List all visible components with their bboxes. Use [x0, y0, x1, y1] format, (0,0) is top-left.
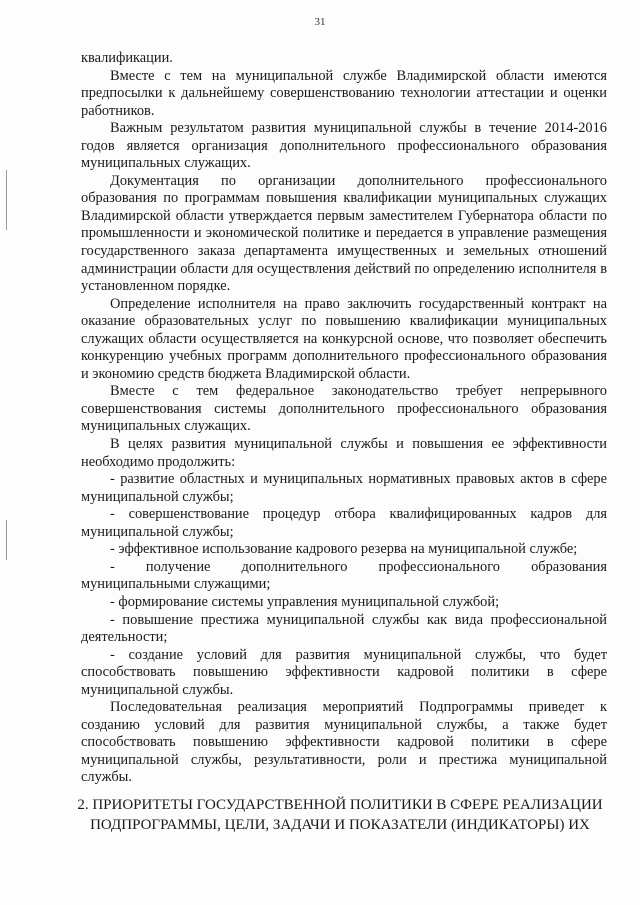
paragraph: Вместе с тем на муниципальной службе Владимирской области имеются предпосылки к дальнейшему совершенствованию технологии аттестации и оценки работников. — [81, 67, 607, 119]
paragraph: - развитие областных и муниципальных нормативных правовых актов в сфере муниципальной службы; — [81, 471, 607, 505]
paragraph: - совершенствование процедур отбора квалифицированных кадров для муниципальной службы; — [81, 506, 607, 540]
section-heading — [60, 795, 620, 835]
document-body — [81, 50, 607, 787]
paragraph: - формирование системы управления муниципальной службой; — [110, 593, 500, 610]
paragraph: Вместе с тем федеральное законодательство требует непрерывного совершенствования системы дополнительного профессионального образования муниципальных служащих. — [81, 383, 607, 435]
scan-edge-mark — [6, 520, 7, 560]
paragraph: - повышение престижа муниципальной службы как вида профессиональной деятельности; — [81, 611, 607, 646]
paragraph: квалификации. — [81, 50, 173, 66]
page-number: 31 — [314, 16, 326, 28]
section-heading-line: ПОДПРОГРАММЫ, ЦЕЛИ, ЗАДАЧИ И ПОКАЗАТЕЛИ (ИНДИКАТОРЫ) ИХ — [90, 817, 590, 833]
paragraph: Важным результатом развития муниципальной службы в течение 2014-2016 годов является организация дополнительного профессионального образования муниципальных служащих. — [81, 120, 607, 172]
scan-edge-mark — [6, 170, 7, 230]
paragraph: Документация по организации дополнительного профессионального образования по программам повышения квалификации муниципальных служащих Владимирской области утверждается первым заместителем Губернатора области по промышленности и экономической политике и передается в управление размещения государственного заказа департамента имущественных и земельных отношений администрации области для осуществления действий по определению исполнителя в установленном порядке. — [81, 172, 607, 295]
paragraph: Последовательная реализация мероприятий Подпрограммы приведет к созданию условий для развития муниципальной службы, а также будет способствовать повышению эффективности кадровой политики в сфере муниципальной службы, результативности, роли и престижа муниципальной службы. — [81, 699, 607, 786]
paragraph: - эффективное использование кадрового резерва на муниципальной службе; — [110, 541, 578, 558]
paragraph: В целях развития муниципальной службы и повышения ее эффективности необходимо продолжить: — [81, 436, 607, 470]
paragraph: Определение исполнителя на право заключить государственный контракт на оказание образовательных услуг по повышению квалификации муниципальных служащих области осуществляется на конкурсной основе, что позволяет обеспечить конкуренцию учебных программ дополнительного профессионального образования и экономию средств бюджета Владимирской области. — [81, 295, 607, 382]
paragraph: - создание условий для развития муниципальной службы, что будет способствовать повышению эффективности кадровой политики в сфере муниципальной службы. — [81, 646, 607, 698]
paragraph: - получение дополнительного профессионального образования муниципальными служащими; — [81, 558, 607, 593]
section-heading-line: 2. ПРИОРИТЕТЫ ГОСУДАРСТВЕННОЙ ПОЛИТИКИ В СФЕРЕ РЕАЛИЗАЦИИ — [77, 797, 603, 813]
